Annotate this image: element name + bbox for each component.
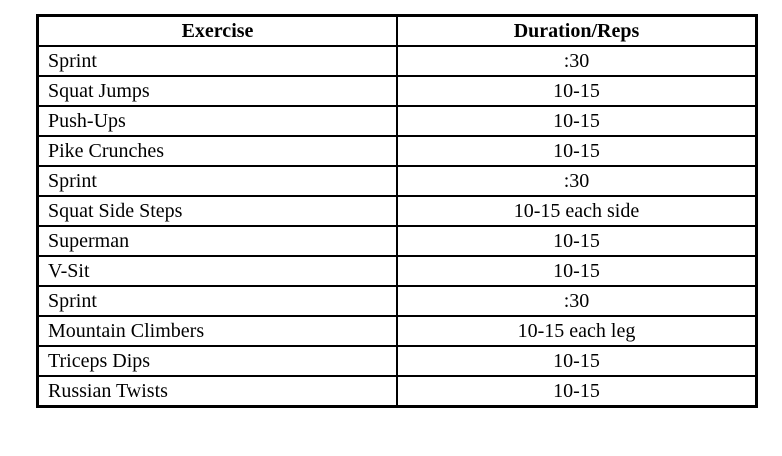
exercise-cell: Triceps Dips: [38, 346, 398, 376]
exercise-cell: V-Sit: [38, 256, 398, 286]
exercise-cell: Russian Twists: [38, 376, 398, 407]
duration-cell: 10-15: [397, 226, 757, 256]
duration-cell: 10-15 each leg: [397, 316, 757, 346]
table-row: [38, 46, 757, 76]
exercise-cell: Sprint: [38, 46, 398, 76]
exercise-cell: Push-Ups: [38, 106, 398, 136]
duration-cell: 10-15: [397, 376, 757, 407]
exercise-cell: Superman: [38, 226, 398, 256]
duration-cell: :30: [397, 46, 757, 76]
table-row: [38, 286, 757, 316]
duration-cell: :30: [397, 166, 757, 196]
header-row: [38, 16, 757, 47]
table-row: [38, 166, 757, 196]
table-row: [38, 196, 757, 226]
table-row: [38, 316, 757, 346]
exercise-cell: Squat Side Steps: [38, 196, 398, 226]
duration-cell: :30: [397, 286, 757, 316]
table-row: [38, 226, 757, 256]
table-row: [38, 136, 757, 166]
exercise-cell: Pike Crunches: [38, 136, 398, 166]
duration-cell: 10-15: [397, 76, 757, 106]
exercise-column-header: Exercise: [38, 16, 398, 47]
duration-column-header: Duration/Reps: [397, 16, 757, 47]
table-row: [38, 106, 757, 136]
duration-cell: 10-15: [397, 136, 757, 166]
duration-cell: 10-15 each side: [397, 196, 757, 226]
exercise-cell: Squat Jumps: [38, 76, 398, 106]
exercise-cell: Sprint: [38, 166, 398, 196]
table-row: [38, 376, 757, 407]
table-row: [38, 346, 757, 376]
workout-table: [36, 14, 758, 408]
exercise-cell: Sprint: [38, 286, 398, 316]
table-row: [38, 76, 757, 106]
duration-cell: 10-15: [397, 256, 757, 286]
table-row: [38, 256, 757, 286]
duration-cell: 10-15: [397, 346, 757, 376]
duration-cell: 10-15: [397, 106, 757, 136]
exercise-cell: Mountain Climbers: [38, 316, 398, 346]
